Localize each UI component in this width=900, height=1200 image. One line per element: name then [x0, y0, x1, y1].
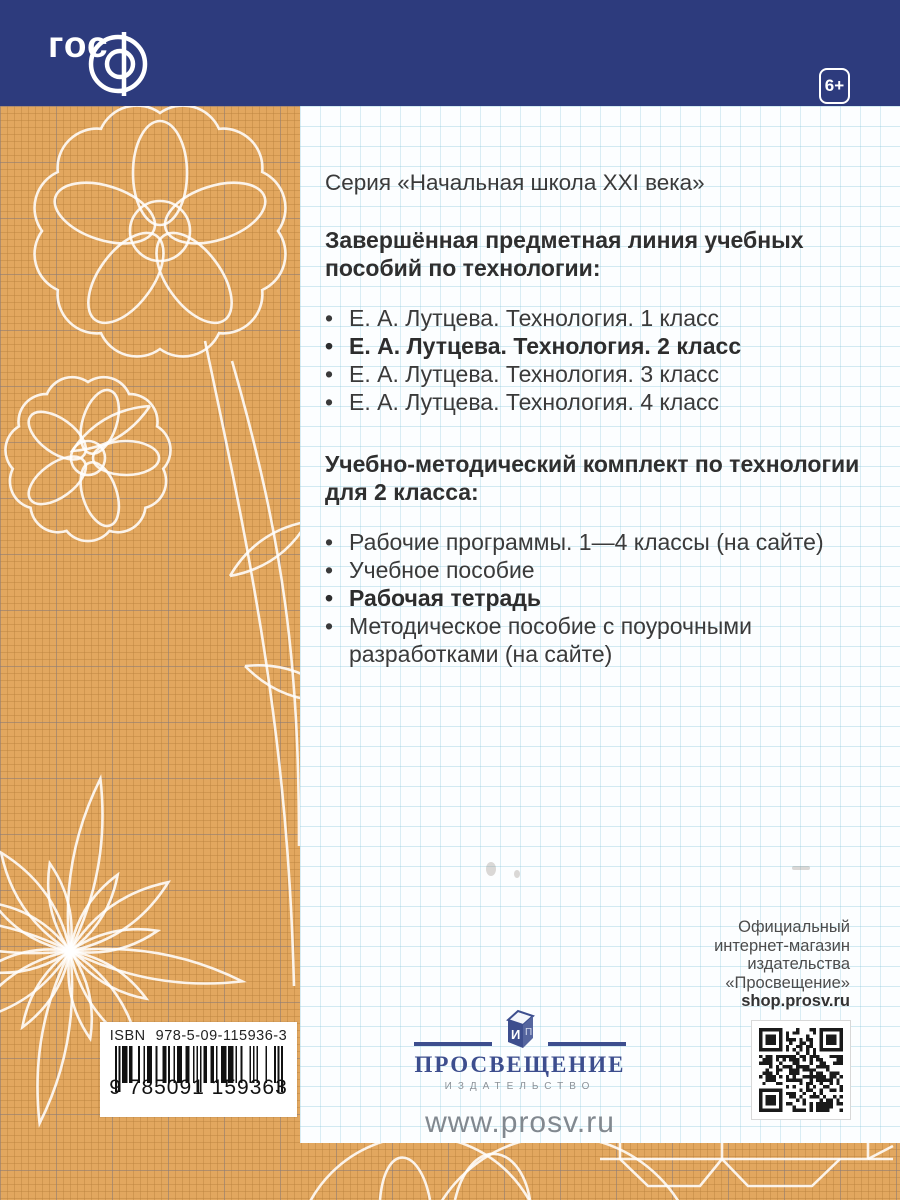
shop-line: «Просвещение» — [725, 973, 850, 992]
publisher-name: ПРОСВЕЩЕНИЕ — [414, 1052, 626, 1077]
scan-smudge — [486, 862, 496, 876]
official-shop-block — [600, 918, 850, 1011]
list-item: • Учебное пособие — [325, 556, 870, 584]
ean-digits: 9 785091 159363 — [109, 1076, 288, 1099]
list-item: • Е. А. Лутцева. Технология. 3 класс — [325, 360, 870, 388]
top-band — [0, 0, 900, 106]
list-item: • Е. А. Лутцева. Технология. 4 класс — [325, 388, 870, 416]
panel-content — [325, 170, 870, 668]
isbn-barcode — [100, 1022, 297, 1117]
isbn-label: ISBN — [109, 1028, 146, 1044]
shop-line: Официальный — [738, 918, 850, 936]
logo-rule-left — [414, 1042, 492, 1046]
shop-url: shop.prosv.ru — [741, 992, 850, 1010]
product-line-heading: Завершённая предметная линия учебных пособий по технологии: — [325, 227, 804, 281]
books-list — [325, 304, 870, 416]
qr-pattern — [759, 1028, 843, 1112]
publisher-subtitle: ИЗДАТЕЛЬСТВО — [444, 1081, 596, 1092]
list-item: • Е. А. Лутцева. Технология. 1 класс — [325, 304, 870, 332]
svg-text:И: И — [511, 1027, 521, 1042]
age-rating-badge: 6+ — [819, 68, 850, 104]
isbn-number: 978-5-09-115936-3 — [155, 1028, 288, 1044]
shop-line: издательства — [747, 955, 850, 973]
qr-code — [751, 1020, 851, 1120]
kit-list — [325, 528, 870, 668]
series-title: Серия «Начальная школа XXI века» — [325, 170, 705, 195]
fgos-label: гос — [48, 24, 109, 65]
list-item: • Рабочие программы. 1—4 классы (на сайте) — [325, 528, 870, 556]
list-item: • Методическое пособие с поурочными разработками (на сайте) — [325, 612, 779, 668]
publisher-website: www.prosv.ru — [425, 1106, 615, 1139]
publisher-logo — [408, 1008, 632, 1140]
svg-text:П: П — [525, 1027, 533, 1038]
shop-line: интернет-магазин — [714, 936, 850, 955]
list-item-current: • Рабочая тетрадь — [325, 584, 870, 612]
publisher-book-icon — [502, 1008, 538, 1050]
scan-smudge — [514, 870, 520, 878]
kit-heading: Учебно-методический комплект по технологии для 2 класса: — [325, 451, 860, 505]
logo-rule-right — [548, 1042, 626, 1046]
scan-smudge — [792, 866, 810, 870]
list-item-current: • Е. А. Лутцева. Технология. 2 класс — [325, 332, 870, 360]
